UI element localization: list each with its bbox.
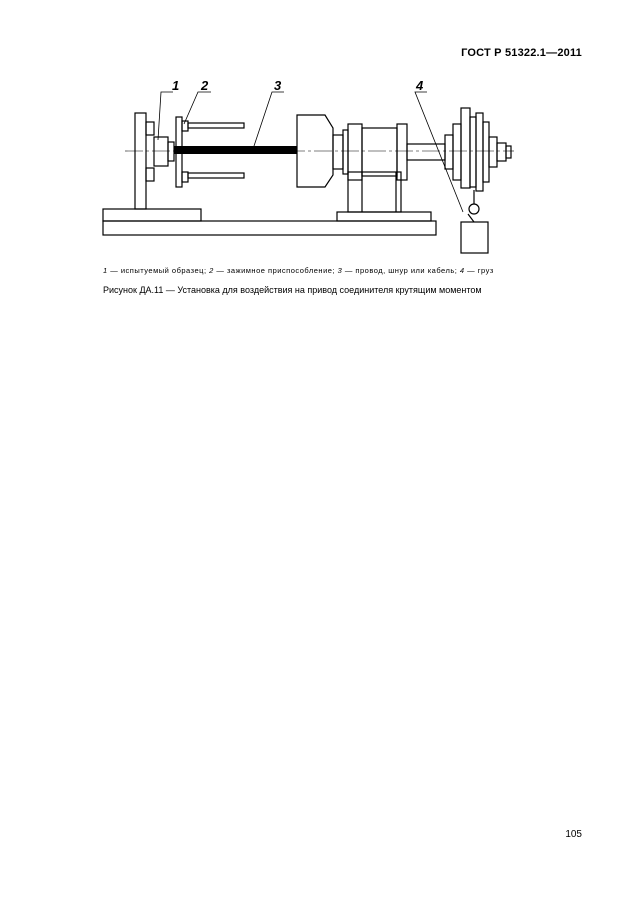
callout-2: 2 [201,78,209,93]
legend-text-1: — испытуемый образец; [107,266,210,275]
legend-num-2: 2 [209,266,214,275]
right-support-base [337,212,431,221]
legend-text-4: — груз [464,266,494,275]
document-header: ГОСТ Р 51322.1—2011 [461,47,582,59]
callout-4: 4 [416,78,424,93]
legend-text-2: — зажимное приспособление; [213,266,338,275]
page-number: 105 [565,829,582,840]
left-support-base [103,209,201,221]
cable [174,146,297,154]
legend-num-4: 4 [459,266,465,275]
torque-test-setup-drawing [0,0,630,300]
fixture-post [135,113,146,209]
legend-num-3: 3 [337,266,343,275]
figure-caption: Рисунок ДА.11 — Установка для воздействия на привод соединителя крутящим моментом [103,285,482,295]
base-plate [103,221,436,235]
callout-3: 3 [274,78,282,93]
weight [461,222,488,253]
legend-text-3: — провод, шнур или кабель; [342,266,460,275]
legend-num-1: 1 [103,266,108,275]
callout-1: 1 [172,78,180,93]
drive-stand [348,172,401,212]
figure-legend [103,266,494,275]
pulley [445,135,453,169]
